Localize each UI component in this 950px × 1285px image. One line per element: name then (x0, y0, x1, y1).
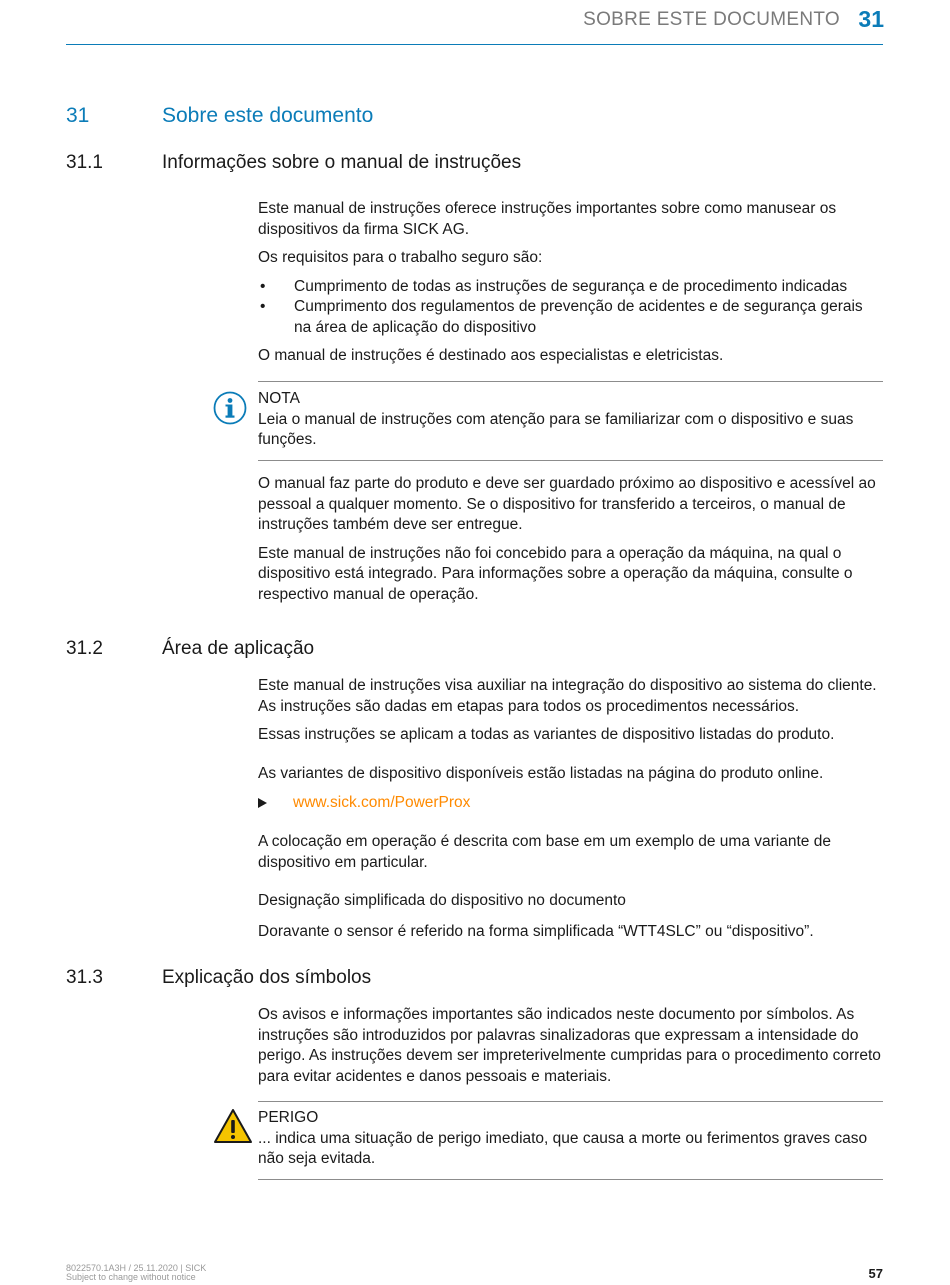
chapter-number: 31 (66, 104, 90, 127)
arrow-right-icon (258, 798, 267, 808)
note-top-rule (258, 381, 883, 382)
paragraph: O manual de instruções é destinado aos especialistas e eletricistas. (258, 347, 724, 364)
paragraph: O manual faz parte do produto e deve ser guardado próximo ao dispositivo e acessível ao pessoal a qualquer momento. Se o dispositivo for transferido a terceiros, o manual de instruções também deve ser entregue. (258, 475, 876, 533)
info-icon (213, 391, 247, 425)
note-text: Leia o manual de instruções com atenção para se familiarizar com o dispositivo e suas funções. (258, 410, 854, 448)
section-number-31-3: 31.3 (66, 967, 103, 988)
running-header-chapter: 31 (858, 6, 884, 32)
page-number: 57 (868, 1266, 883, 1281)
subheading: Designação simplificada do dispositivo no documento (258, 892, 626, 909)
paragraph: As variantes de dispositivo disponíveis estão listadas na página do produto online. (258, 765, 824, 782)
section-31-2-designation (258, 891, 884, 950)
section-31-1-intro (258, 199, 884, 375)
note-block (258, 389, 884, 451)
list-item: • Cumprimento de todas as instruções de segurança e de procedimento indicadas (258, 277, 884, 298)
warning-triangle-icon (213, 1108, 253, 1144)
product-link-row (258, 793, 470, 813)
section-31-2-commissioning (258, 832, 884, 881)
list-item: • Cumprimento dos regulamentos de prevenção de acidentes e de segurança gerais na área de aplicação do dispositivo (258, 297, 884, 338)
running-header-title: SOBRE ESTE DOCUMENTO (583, 9, 840, 30)
danger-bottom-rule (258, 1179, 883, 1180)
section-31-2-variants (258, 764, 884, 793)
section-number-31-2: 31.2 (66, 638, 103, 659)
paragraph: Os requisitos para o trabalho seguro são: (258, 249, 543, 266)
paragraph: Este manual de instruções visa auxiliar na integração do dispositivo ao sistema do cliente. As instruções são dadas em etapas para todos os procedimentos necessários. (258, 677, 877, 715)
paragraph: Os avisos e informações importantes são indicados neste documento por símbolos. As instruções são introduzidos por palavras sinalizadoras que expressam a intensidade do perigo. As instruções devem ser impreterivelmente cumpridas para o procedimento correto para evitar acidentes e danos pessoais e materiais. (258, 1006, 881, 1085)
requirements-list (258, 277, 884, 339)
paragraph: Este manual de instruções oferece instruções importantes sobre como manusear os dispositivos da firma SICK AG. (258, 200, 837, 238)
danger-text: ... indica uma situação de perigo imediato, que causa a morte ou ferimentos graves caso não seja evitada. (258, 1129, 868, 1167)
danger-block (258, 1108, 884, 1170)
danger-label: PERIGO (258, 1109, 319, 1126)
paragraph: Essas instruções se aplicam a todas as variantes de dispositivo listadas do produto. (258, 726, 835, 743)
note-label: NOTA (258, 390, 300, 407)
product-link[interactable]: www.sick.com/PowerProx (293, 794, 471, 811)
note-bottom-rule (258, 460, 883, 461)
footer-doc-info (66, 1264, 206, 1282)
section-title-31-1: Informações sobre o manual de instruções (162, 152, 522, 173)
section-31-1-details (258, 474, 884, 613)
paragraph: Doravante o sensor é referido na forma simplificada “WTT4SLC” ou “dispositivo”. (258, 922, 814, 940)
paragraph: A colocação em operação é descrita com base em um exemplo de uma variante de dispositivo em particular. (258, 833, 831, 871)
header-rule (66, 44, 883, 45)
section-31-2-intro (258, 676, 884, 754)
section-title-31-2: Área de aplicação (162, 638, 315, 659)
danger-top-rule (258, 1101, 883, 1102)
chapter-title: Sobre este documento (162, 104, 374, 127)
footer-doc-number: 8022570.1A3H / 25.11.2020 | SICK (66, 1263, 207, 1273)
section-number-31-1: 31.1 (66, 152, 103, 173)
section-31-3-intro (258, 1005, 884, 1095)
footer-notice: Subject to change without notice (66, 1272, 196, 1282)
section-title-31-3: Explicação dos símbolos (162, 967, 372, 988)
paragraph: Este manual de instruções não foi concebido para a operação da máquina, na qual o dispositivo está integrado. Para informações sobre a operação da máquina, consulte o respectivo manual de operação. (258, 544, 853, 603)
